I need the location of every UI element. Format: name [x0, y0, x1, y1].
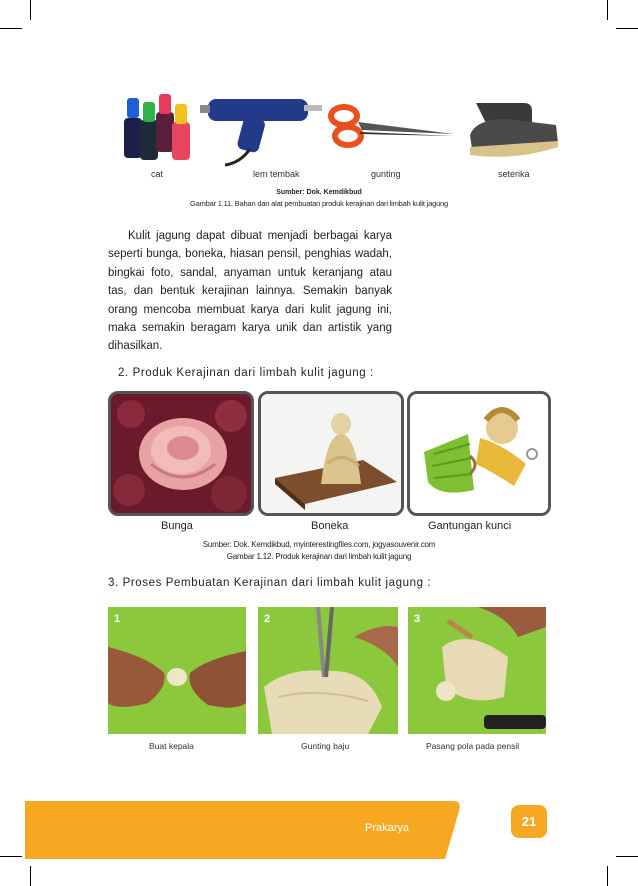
figure-1-11-caption: Gambar 1.11. Bahan dan alat pembuatan produk kerajinan dari limbah kulit jagung — [190, 199, 448, 208]
crop-mark — [616, 856, 638, 857]
product-label-boneka: Boneka — [311, 520, 349, 532]
paint-bottles-icon — [118, 92, 196, 166]
tool-label-cat: cat — [151, 169, 164, 179]
product-photo-boneka — [258, 391, 404, 516]
glue-gun-icon — [200, 95, 325, 167]
section-3-heading: 3. Proses Pembuatan Kerajinan dari limbah kulit jagung : — [108, 577, 432, 589]
product-photo-gantungan-kunci — [407, 391, 551, 516]
crop-mark — [616, 28, 638, 29]
step-number-1: 1 — [114, 613, 121, 625]
product-photo-bunga — [108, 391, 254, 516]
step-number-2: 2 — [264, 613, 271, 625]
page-number: 21 — [521, 814, 537, 829]
tool-label-seterika: seterika — [498, 169, 530, 179]
crop-mark — [607, 0, 608, 20]
crop-mark — [607, 866, 608, 886]
iron-icon — [466, 95, 562, 161]
step-label-3: Pasang pola pada pensil — [426, 741, 520, 751]
crop-mark — [0, 28, 22, 29]
step-number-3: 3 — [414, 613, 421, 625]
step-photo-2 — [258, 607, 398, 734]
step-photo-1 — [108, 607, 246, 734]
step-photo-3 — [408, 607, 546, 734]
page-number-badge — [511, 805, 547, 838]
tool-label-lem-tembak: lem tembak — [253, 169, 300, 179]
body-paragraph-text: Kulit jagung dapat dibuat menjadi berbagai karya seperti bunga, boneka, hiasan pensil, penghias wadah, bingkai foto, sandal, anyaman untuk keranjang atau tas, dan bentuk kerajinan lainnya. Semakin banyak orang mencoba membuat karya dari kulit jagung ini, maka semakin beragam karya unik dan artistik yang dihasilkan. — [108, 230, 392, 353]
product-label-bunga: Bunga — [161, 520, 193, 532]
product-label-gantungan-kunci: Gantungan kunci — [428, 520, 512, 532]
scissors-icon — [328, 104, 456, 148]
footer-subject: Prakarya — [365, 822, 410, 834]
body-paragraph — [108, 227, 392, 356]
section-2-heading: 2. Produk Kerajinan dari limbah kulit jagung : — [118, 367, 374, 379]
tool-label-gunting: gunting — [371, 169, 401, 179]
crop-mark — [30, 866, 31, 886]
crop-mark — [30, 0, 31, 20]
crop-mark — [0, 856, 22, 857]
figure-1-12-source: Sumber: Dok. Kemdikbud, myinterestingfiles.com, jogyasouvenir.com — [202, 540, 436, 549]
step-label-2: Gunting baju — [301, 741, 350, 751]
figure-1-11-source: Sumber: Dok. Kemdikbud — [276, 189, 362, 196]
figure-1-12-caption: Gambar 1.12. Produk kerajinan dari limbah kulit jagung — [226, 552, 412, 561]
step-label-1: Buat kepala — [149, 741, 194, 751]
